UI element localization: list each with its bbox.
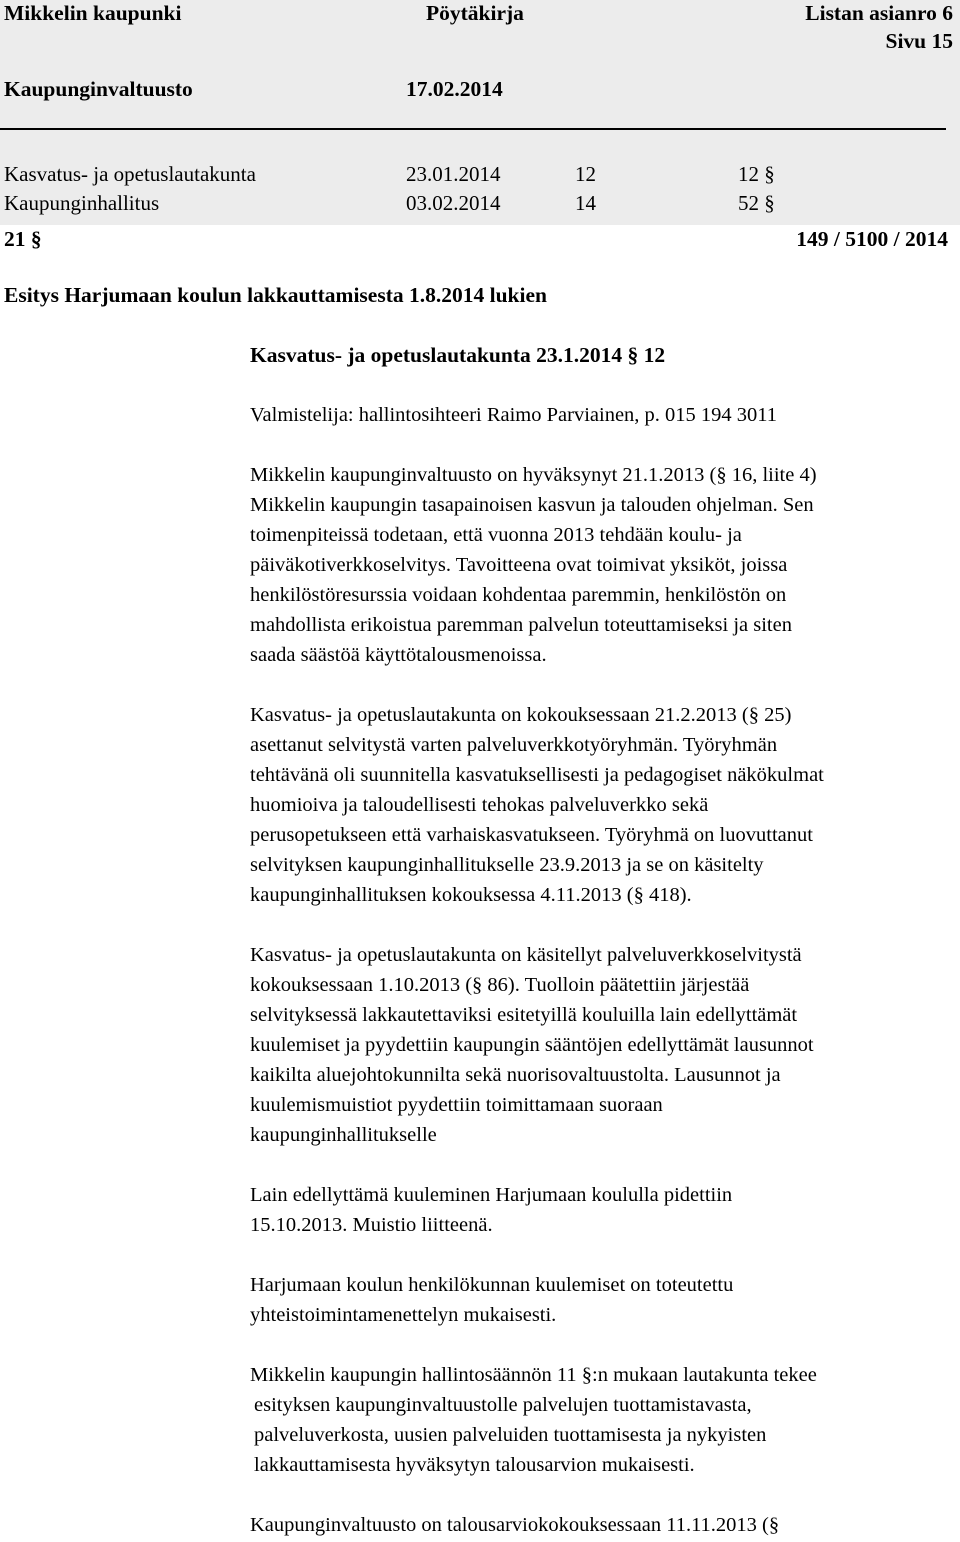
paragraph-line: Mikkelin kaupungin hallintosäännön 11 §:n mukaan lautakunta tekee [250, 1364, 817, 1386]
paragraph-line: Mikkelin kaupungin tasapainoisen kasvun ja talouden ohjelman. Sen [250, 494, 814, 516]
handling-number: 12 [575, 162, 596, 186]
paragraph-line: saada säästöä käyttötalousmenoissa. [250, 644, 547, 666]
municipality-name: Mikkelin kaupunki [4, 1, 182, 25]
handling-date: 03.02.2014 [406, 191, 501, 215]
paragraph-line: toimenpiteissä todetaan, että vuonna 2013 tehdään koulu- ja [250, 524, 742, 546]
paragraph-line: kaupunginhallituksen kokouksessa 4.11.2013 (§ 418). [250, 884, 692, 906]
paragraph-line: palveluverkosta, uusien palveluiden tuottamisesta ja nykyisten [254, 1424, 767, 1446]
paragraph-line: selvityksen kaupunginhallitukselle 23.9.2013 ja se on käsitelty [250, 854, 764, 876]
preparer-line: Valmistelija: hallintosihteeri Raimo Parviainen, p. 015 194 3011 [250, 404, 778, 426]
item-reference: 149 / 5100 / 2014 [796, 227, 948, 251]
item-title: Esitys Harjumaan koulun lakkauttamisesta 1.8.2014 lukien [4, 283, 547, 307]
paragraph-line: perusopetukseen että varhaiskasvatukseen. Työryhmä on luovuttanut [250, 824, 813, 846]
paragraph-line: Kasvatus- ja opetuslautakunta on käsitellyt palveluverkkoselvitystä [250, 944, 802, 966]
paragraph-line: asettanut selvitystä varten palveluverkkotyöryhmän. Työryhmän [250, 734, 778, 756]
handling-section: 12 § [738, 162, 775, 186]
paragraph-line: kaupunginhallitukselle [250, 1124, 437, 1146]
paragraph-line: henkilöstöresurssia voidaan kohdentaa paremmin, henkilöstön on [250, 584, 787, 606]
item-section-number: 21 § [4, 227, 42, 251]
paragraph-line: lakkauttamisesta hyväksytyn talousarvion mukaisesti. [254, 1454, 695, 1476]
handling-organ: Kasvatus- ja opetuslautakunta [4, 162, 256, 186]
paragraph-line: Kasvatus- ja opetuslautakunta on kokouksessaan 21.2.2013 (§ 25) [250, 704, 792, 726]
handling-section: 52 § [738, 191, 775, 215]
meeting-body: Kaupunginvaltuusto [4, 77, 193, 101]
paragraph-line: kaikilta aluejohtokunnilta sekä nuorisovaltuustolta. Lausunnot ja [250, 1064, 781, 1086]
meeting-date: 17.02.2014 [406, 77, 503, 101]
handling-date: 23.01.2014 [406, 162, 501, 186]
paragraph-line: päiväkotiverkkoselvitys. Tavoitteena ovat toimivat yksiköt, joissa [250, 554, 788, 576]
paragraph-line: kokouksessaan 1.10.2013 (§ 86). Tuolloin päätettiin järjestää [250, 974, 750, 996]
section-heading: Kasvatus- ja opetuslautakunta 23.1.2014 § 12 [250, 343, 666, 367]
paragraph-line: Lain edellyttämä kuuleminen Harjumaan koululla pidettiin [250, 1184, 733, 1206]
header-divider [0, 128, 946, 130]
list-item-number: Listan asianro 6 [805, 1, 953, 25]
paragraph-line: selvityksessä lakkautettaviksi esitetyillä kouluilla lain edellyttämät [250, 1004, 798, 1026]
paragraph-line: Harjumaan koulun henkilökunnan kuulemiset on toteutettu [250, 1274, 734, 1296]
paragraph-line: kuulemiset ja pyydettiin kaupungin sääntöjen edellyttämät lausunnot [250, 1034, 814, 1056]
paragraph-line: Kaupunginvaltuusto on talousarviokokouksessaan 11.11.2013 (§ [250, 1514, 780, 1536]
paragraph-line: Mikkelin kaupunginvaltuusto on hyväksynyt 21.1.2013 (§ 16, liite 4) [250, 464, 817, 486]
paragraph-line: mahdollista erikoistua paremman palvelun toteuttamiseksi ja siten [250, 614, 792, 636]
paragraph-line: tehtävänä oli suunnitella kasvatuksellisesti ja pedagogiset näkökulmat [250, 764, 824, 786]
paragraph-line: yhteistoimintamenettelyn mukaisesti. [250, 1304, 557, 1326]
paragraph-line: 15.10.2013. Muistio liitteenä. [250, 1214, 493, 1236]
handling-number: 14 [575, 191, 596, 215]
handling-organ: Kaupunginhallitus [4, 191, 160, 215]
paragraph-line: huomioiva ja taloudellisesti tehokas palveluverkko sekä [250, 794, 709, 816]
paragraph-line: kuulemismuistiot pyydettiin toimittamaan suoraan [250, 1094, 663, 1116]
document-type: Pöytäkirja [426, 1, 524, 25]
paragraph-line: esityksen kaupunginvaltuustolle palvelujen tuottamistavasta, [254, 1394, 752, 1416]
page-number: Sivu 15 [885, 29, 953, 53]
